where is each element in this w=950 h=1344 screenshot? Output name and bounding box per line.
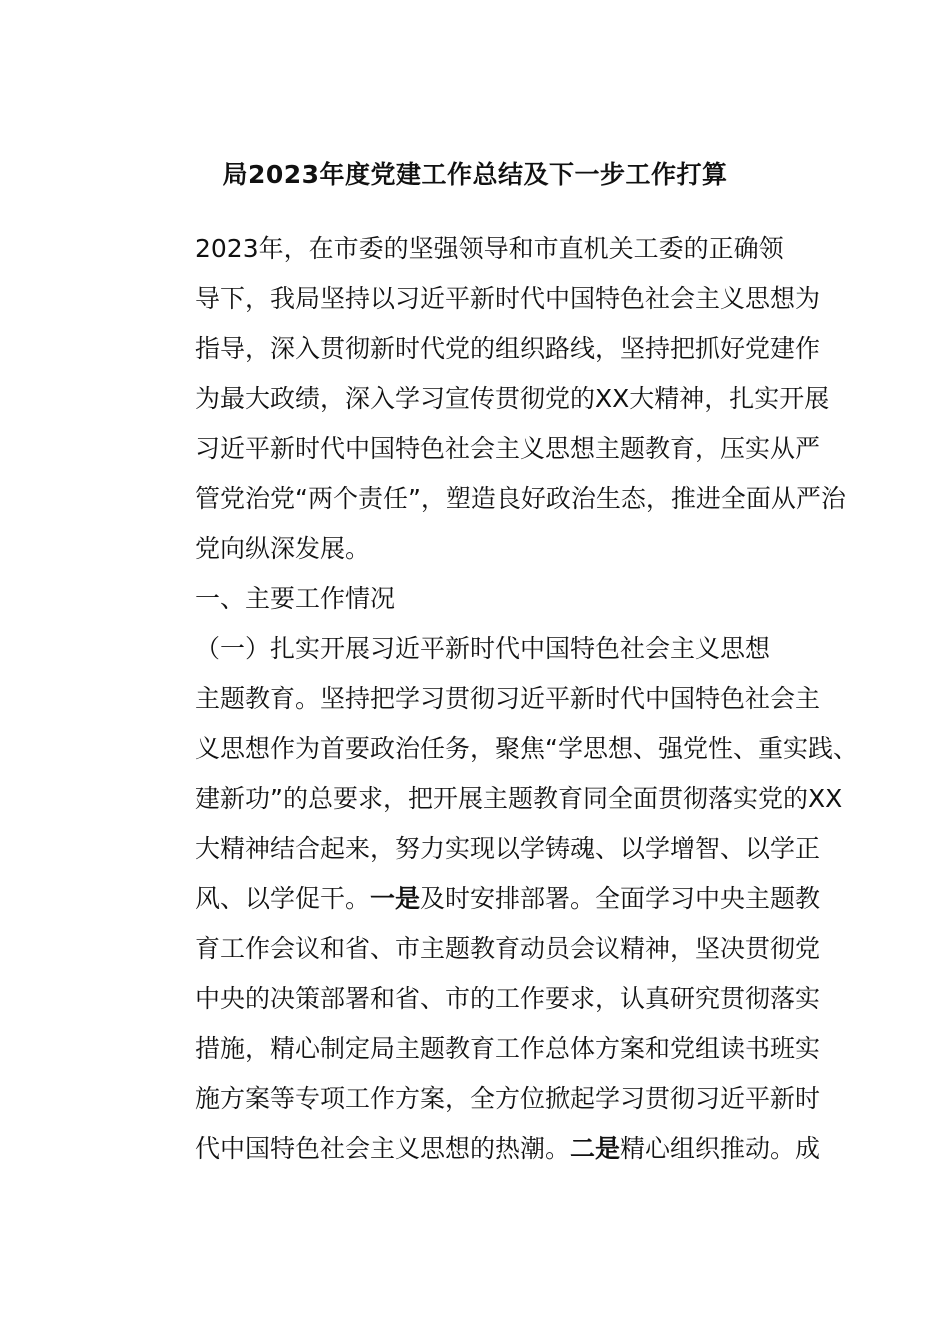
text-line: 育工作会议和省、市主题教育动员会议精神，坚决贯彻党 [195, 934, 821, 963]
text-line: 主题教育。坚持把学习贯彻习近平新时代中国特色社会主 [195, 684, 821, 713]
text-segment: 精心组织推动。成 [620, 1134, 821, 1163]
text-line: 习近平新时代中国特色社会主义思想主题教育，压实从严 [195, 434, 821, 463]
text-line: 施方案等专项工作方案，全方位掀起学习贯彻习近平新时 [195, 1084, 821, 1113]
text-line: 措施，精心制定局主题教育工作总体方案和党组读书班实 [195, 1034, 821, 1063]
intro-paragraph [145, 224, 846, 574]
text-line: 为最大政绩，深入学习宣传贯彻党的XX大精神，扎实开展 [195, 384, 830, 413]
text-line: 中央的决策部署和省、市的工作要求，认真研究贯彻落实 [195, 984, 821, 1013]
document-body [145, 224, 858, 1174]
text-line: 建新功”的总要求，把开展主题教育同全面贯彻落实党的XX [195, 784, 843, 813]
section-heading [145, 574, 805, 624]
text-line: 2023年，在市委的坚强领导和市直机关工委的正确领 [195, 234, 784, 263]
text-segment: 及时安排部署。全面学习中央主题教 [420, 884, 821, 913]
text-line [145, 874, 821, 924]
text-line: 大精神结合起来，努力实现以学铸魂、以学增智、以学正 [195, 834, 821, 863]
text-line: 导下，我局坚持以习近平新时代中国特色社会主义思想为 [195, 284, 821, 313]
text-line: 管党治党“两个责任”，塑造良好政治生态，推进全面从严治 [195, 484, 846, 513]
text-line: 指导，深入贯彻新时代党的组织路线，坚持把抓好党建作 [195, 334, 821, 363]
document-title: 局2023年度党建工作总结及下一步工作打算 [222, 160, 728, 189]
section-heading-text: 一、主要工作情况 [195, 584, 396, 613]
keyword-bold: 一是 [370, 884, 421, 913]
text-segment: 代中国特色社会主义思想的热潮。 [195, 1134, 571, 1163]
text-line: （一）扎实开展习近平新时代中国特色社会主义思想 [195, 634, 771, 663]
subsection-paragraph [145, 624, 858, 1174]
text-segment: 风、以学促干。 [195, 884, 371, 913]
keyword-bold: 二是 [570, 1134, 621, 1163]
text-line: 党向纵深发展。 [195, 534, 371, 563]
text-line: 义思想作为首要政治任务，聚焦“学思想、强党性、重实践、 [195, 734, 858, 763]
text-line [145, 1124, 821, 1174]
